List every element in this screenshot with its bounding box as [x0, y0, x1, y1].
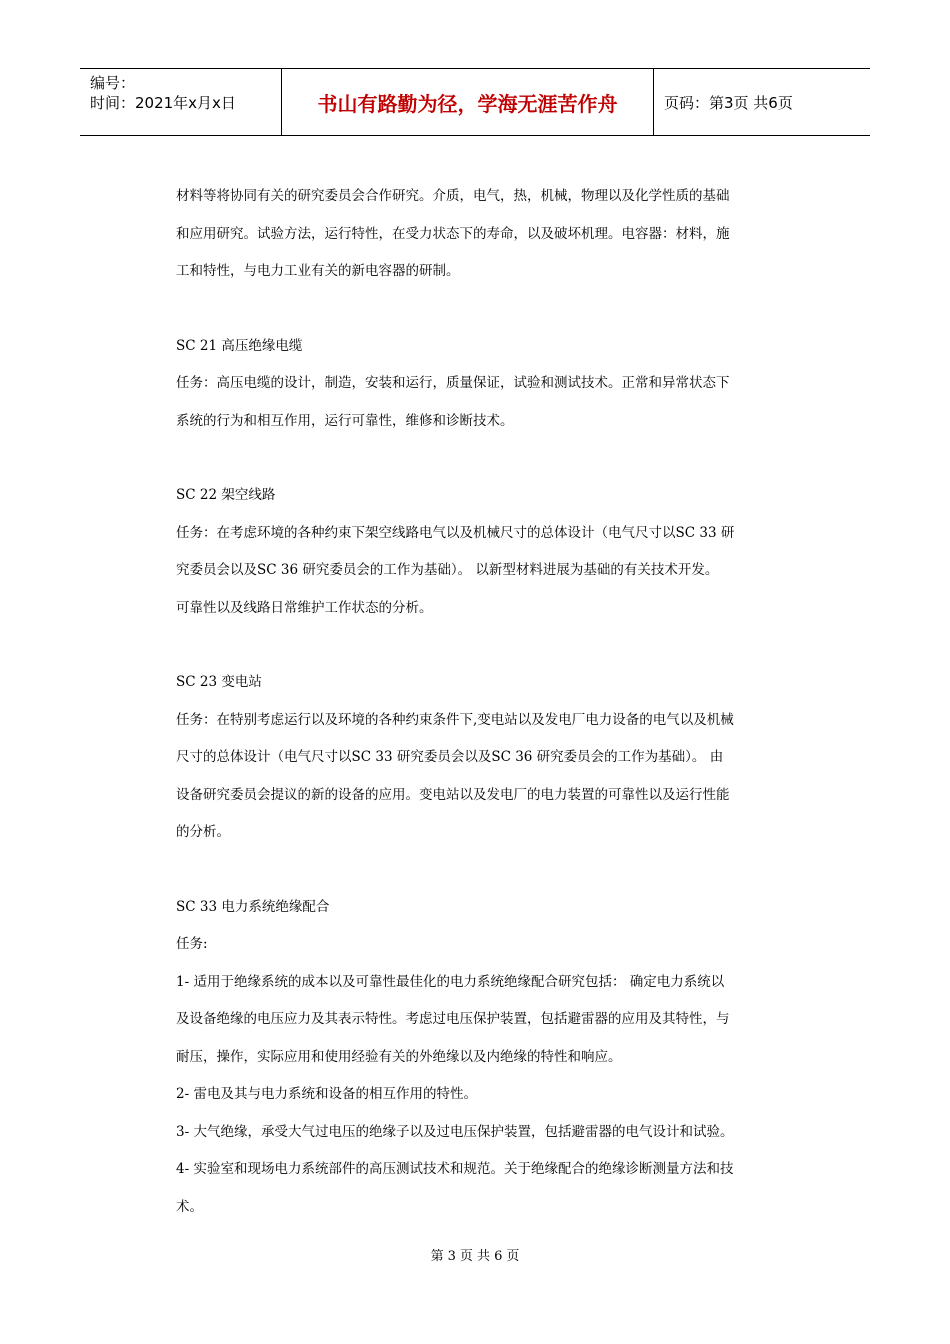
- section-line: 设备研究委员会提议的新的设备的应用。变电站以及发电厂的电力装置的可靠性以及运行性能: [176, 786, 730, 803]
- section-line: 任务：高压电缆的设计，制造，安装和运行，质量保证，试验和测试技术。正常和异常状态下: [176, 375, 730, 391]
- page-footer: [0, 1245, 950, 1264]
- section-line: 的分析。: [176, 824, 230, 840]
- section-line: 可靠性以及线路日常维护工作状态的分析。: [176, 599, 433, 616]
- section-line: 3- 大气绝缘，承受大气过电压的绝缘子以及过电压保护装置，包括避雷器的电气设计和试验。: [176, 1123, 734, 1140]
- section-line: 2- 雷电及其与电力系统和设备的相互作用的特性。: [176, 1086, 477, 1102]
- section-line: 1- 适用于绝缘系统的成本以及可靠性最佳化的电力系统绝缘配合研究包括： 确定电力系统以: [176, 973, 725, 990]
- section-line: 4- 实验室和现场电力系统部件的高压测试技术和规范。关于绝缘配合的绝缘诊断测量方法和技: [176, 1161, 734, 1177]
- section-title-sc21: SC 21 高压绝缘电缆: [176, 337, 303, 354]
- document-number-label: 编号：: [90, 74, 136, 92]
- document-date: 时间：2021年x月x日: [90, 94, 236, 112]
- section-line: 耐压，操作，实际应用和使用经验有关的外绝缘以及内绝缘的特性和响应。: [176, 1048, 622, 1065]
- section-line: 术。: [176, 1198, 203, 1215]
- footer-middle: 页 共: [459, 1249, 491, 1264]
- footer-page-number: 3: [447, 1249, 456, 1264]
- footer-total-pages: 6: [494, 1249, 503, 1264]
- footer-suffix: 页: [506, 1249, 520, 1264]
- document-body: [176, 178, 776, 1226]
- header-motto: 书山有路勤为径，学海无涯苦作舟: [282, 69, 654, 135]
- section-title-sc22: SC 22 架空线路: [176, 487, 276, 503]
- section-line: 系统的行为和相互作用，运行可靠性，维修和诊断技术。: [176, 412, 514, 429]
- section-line: 任务：在特别考虑运行以及环境的各种约束条件下,变电站以及发电厂电力设备的电气以及机械: [176, 711, 734, 728]
- section-title-sc33: SC 33 电力系统绝缘配合: [176, 898, 330, 915]
- intro-line: 材料等将协同有关的研究委员会合作研究。介质，电气，热，机械，物理以及化学性质的基础: [176, 188, 730, 204]
- section-line: 尺寸的总体设计（电气尺寸以SC 33 研究委员会以及SC 36 研究委员会的工作为基础）。 由: [176, 749, 724, 765]
- footer-prefix: 第: [430, 1249, 444, 1264]
- intro-line: 工和特性，与电力工业有关的新电容器的研制。: [176, 263, 460, 279]
- section-line: 究委员会以及SC 36 研究委员会的工作为基础）。 以新型材料进展为基础的有关技术开发。: [176, 562, 719, 578]
- header-page-code: 页码：第3页 共6页: [664, 93, 793, 112]
- section-line: 及设备绝缘的电压应力及其表示特性。考虑过电压保护装置，包括避雷器的应用及其特性，与: [176, 1011, 730, 1027]
- header-meta: [80, 69, 282, 135]
- section-title-sc23: SC 23 变电站: [176, 674, 262, 690]
- intro-line: 和应用研究。试验方法，运行特性，在受力状态下的寿命，以及破坏机理。电容器：材料，施: [176, 225, 730, 242]
- page-header: [80, 68, 870, 136]
- section-line: 任务：在考虑环境的各种约束下架空线路电气以及机械尺寸的总体设计（电气尺寸以SC 33 研: [176, 524, 735, 541]
- section-line: 任务:: [176, 936, 208, 952]
